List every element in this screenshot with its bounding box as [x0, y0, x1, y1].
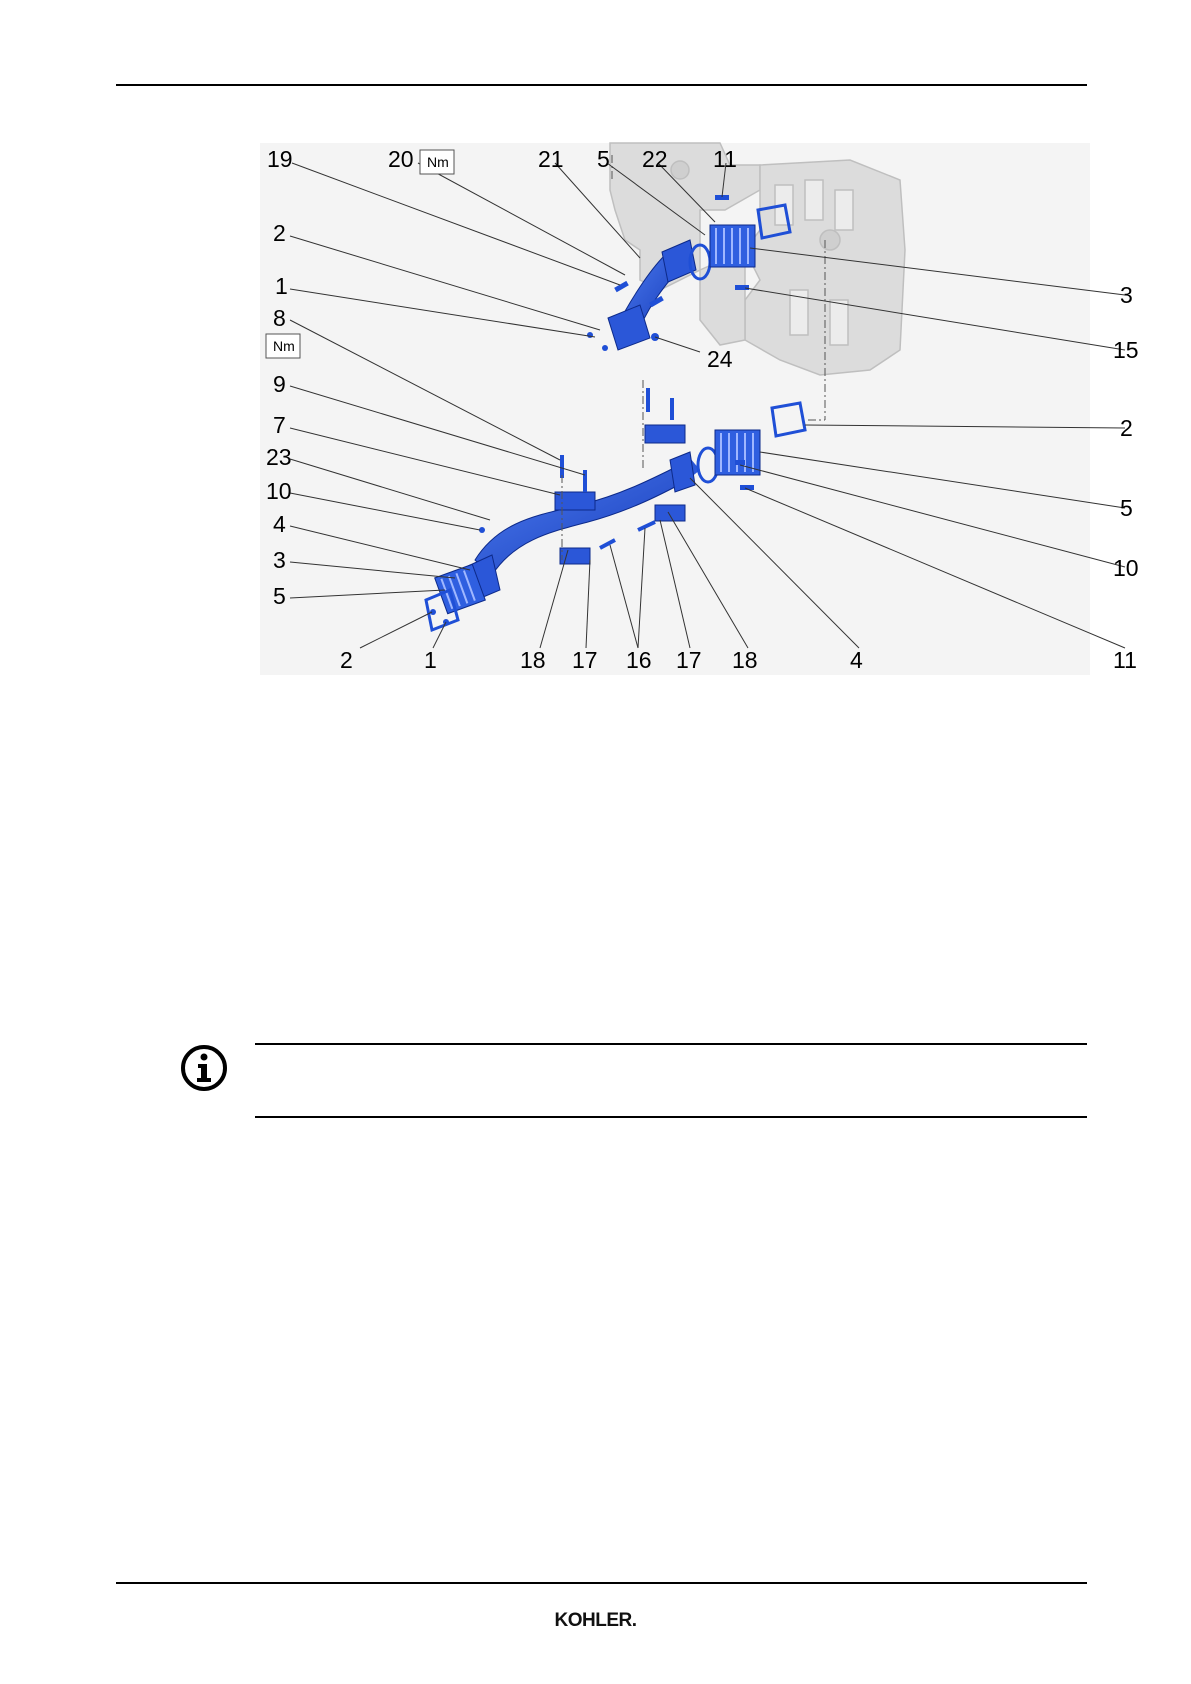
callout-4-bottom: 4: [850, 647, 863, 673]
callout-9: 9: [273, 371, 286, 397]
info-note-top-rule: [255, 1043, 1087, 1045]
callout-18: 18: [520, 647, 546, 673]
callout-10: 10: [266, 478, 292, 504]
info-note-bottom-rule: [255, 1116, 1087, 1118]
callout-5-right: 5: [1120, 495, 1133, 521]
callout-2-bottom: 2: [340, 647, 353, 673]
torque-badge-8: [266, 334, 300, 358]
callout-10-right: 10: [1113, 555, 1139, 581]
torque-badge-20: [420, 150, 454, 174]
callout-11-bottom: 11: [1113, 647, 1137, 673]
callout-1: 1: [275, 273, 288, 299]
callout-24: 24: [707, 346, 733, 372]
callout-7: 7: [273, 412, 286, 438]
callout-2-right: 2: [1120, 415, 1133, 441]
callout-11: 11: [713, 146, 737, 172]
callout-5: 5: [597, 146, 610, 172]
callout-4: 4: [273, 511, 286, 537]
callout-3: 3: [273, 547, 286, 573]
kohler-logo: KOHLER.: [554, 1610, 637, 1631]
callout-5-lower: 5: [273, 583, 286, 609]
callout-17-second: 17: [676, 647, 702, 673]
svg-text:Nm: Nm: [427, 154, 449, 170]
callout-1-bottom: 1: [424, 647, 437, 673]
callout-8: 8: [273, 305, 286, 331]
callout-20: 20: [388, 146, 414, 172]
callout-22: 22: [642, 146, 668, 172]
callout-17: 17: [572, 647, 598, 673]
callout-15: 15: [1113, 337, 1139, 363]
callout-23: 23: [266, 444, 292, 470]
svg-text:Nm: Nm: [273, 338, 295, 354]
callout-2: 2: [273, 220, 286, 246]
exploded-view-diagram: [0, 0, 1191, 700]
callout-19: 19: [267, 146, 293, 172]
footer-rule: [116, 1582, 1087, 1584]
callout-18-second: 18: [732, 647, 758, 673]
callout-16: 16: [626, 647, 652, 673]
callout-3-right: 3: [1120, 282, 1133, 308]
callout-21: 21: [538, 146, 564, 172]
info-circle-icon: [180, 1044, 228, 1097]
